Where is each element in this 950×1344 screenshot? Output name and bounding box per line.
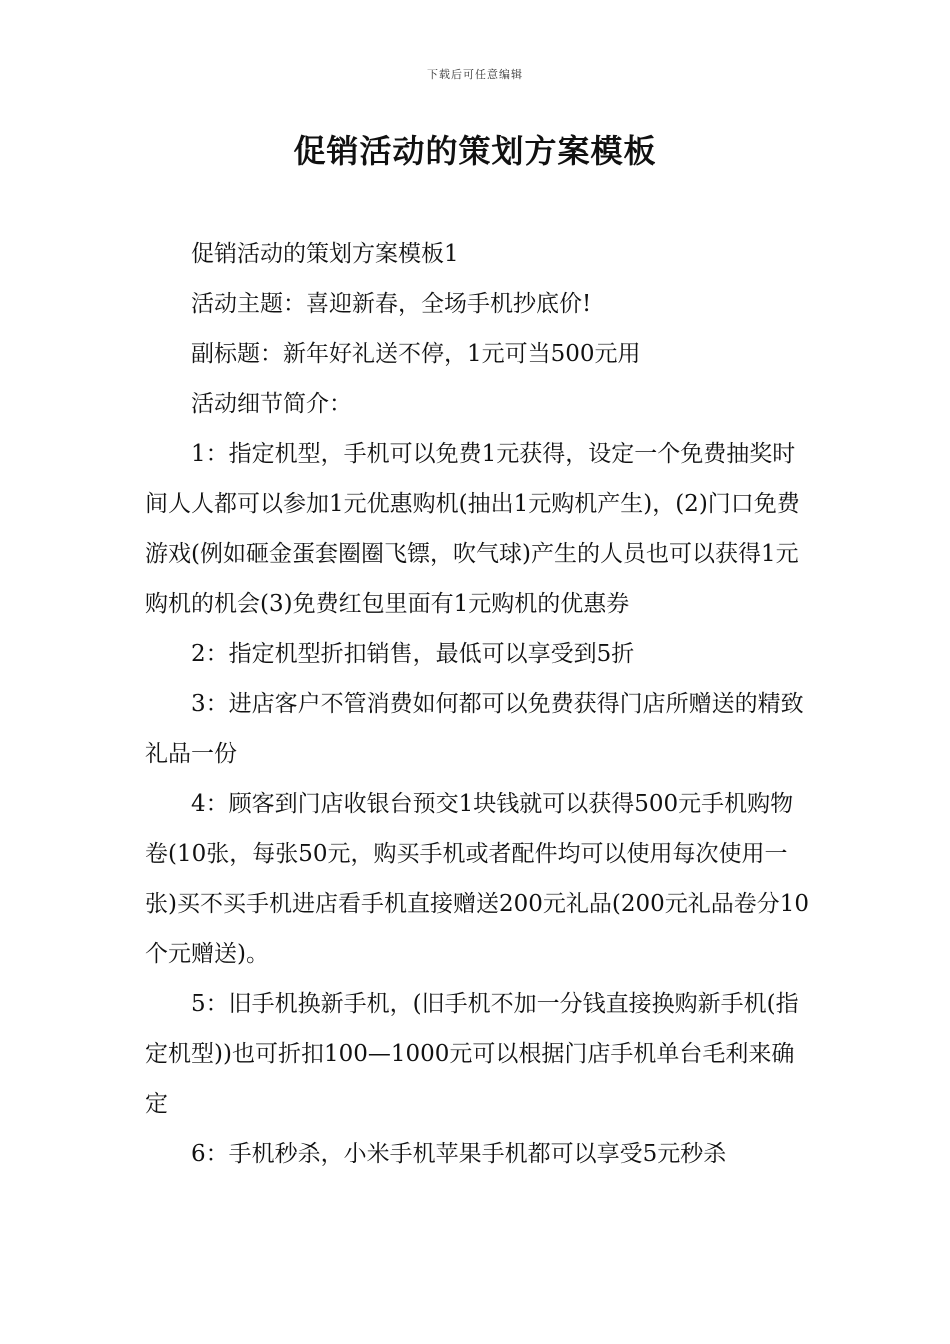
paragraph-item-6: 6：手机秒杀，小米手机苹果手机都可以享受5元秒杀 [191, 1141, 727, 1167]
document-title: 促销活动的策划方案模板 [293, 132, 657, 170]
paragraph-item-4: 4：顾客到门店收银台预交1块钱就可以获得500元手机购物卷(10张，每张50元，购买手机或者配件均可以使用每次使用一张)买不买手机进店看手机直接赠送200元礼品(200元礼品卷分10个元赠送)。 [145, 791, 810, 967]
paragraph-item-1: 1：指定机型，手机可以免费1元获得，设定一个免费抽奖时间人人都可以参加1元优惠购机(抽出1元购机产生)，(2)门口免费游戏(例如砸金蛋套圈圈飞镖，吹气球)产生的人员也可以获得1元购机的机会(3)免费红包里面有1元购机的优惠券 [145, 441, 800, 617]
paragraph-theme: 活动主题：喜迎新春，全场手机抄底价! [191, 291, 592, 317]
paragraph-item-3: 3：进店客户不管消费如何都可以免费获得门店所赠送的精致礼品一份 [145, 691, 804, 767]
header-note: 下载后可任意编辑 [427, 68, 523, 81]
paragraph-details-heading: 活动细节简介： [191, 391, 352, 417]
paragraph-item-5: 5：旧手机换新手机，(旧手机不加一分钱直接换购新手机(指定机型))也可折扣100—1000元可以根据门店手机单台毛利来确定 [145, 991, 799, 1117]
document-body [145, 229, 815, 1179]
paragraph-item-2: 2：指定机型折扣销售，最低可以享受到5折 [191, 641, 635, 667]
paragraph-subheading: 副标题：新年好礼送不停，1元可当500元用 [191, 341, 641, 367]
paragraph-subtitle: 促销活动的策划方案模板1 [191, 241, 459, 267]
